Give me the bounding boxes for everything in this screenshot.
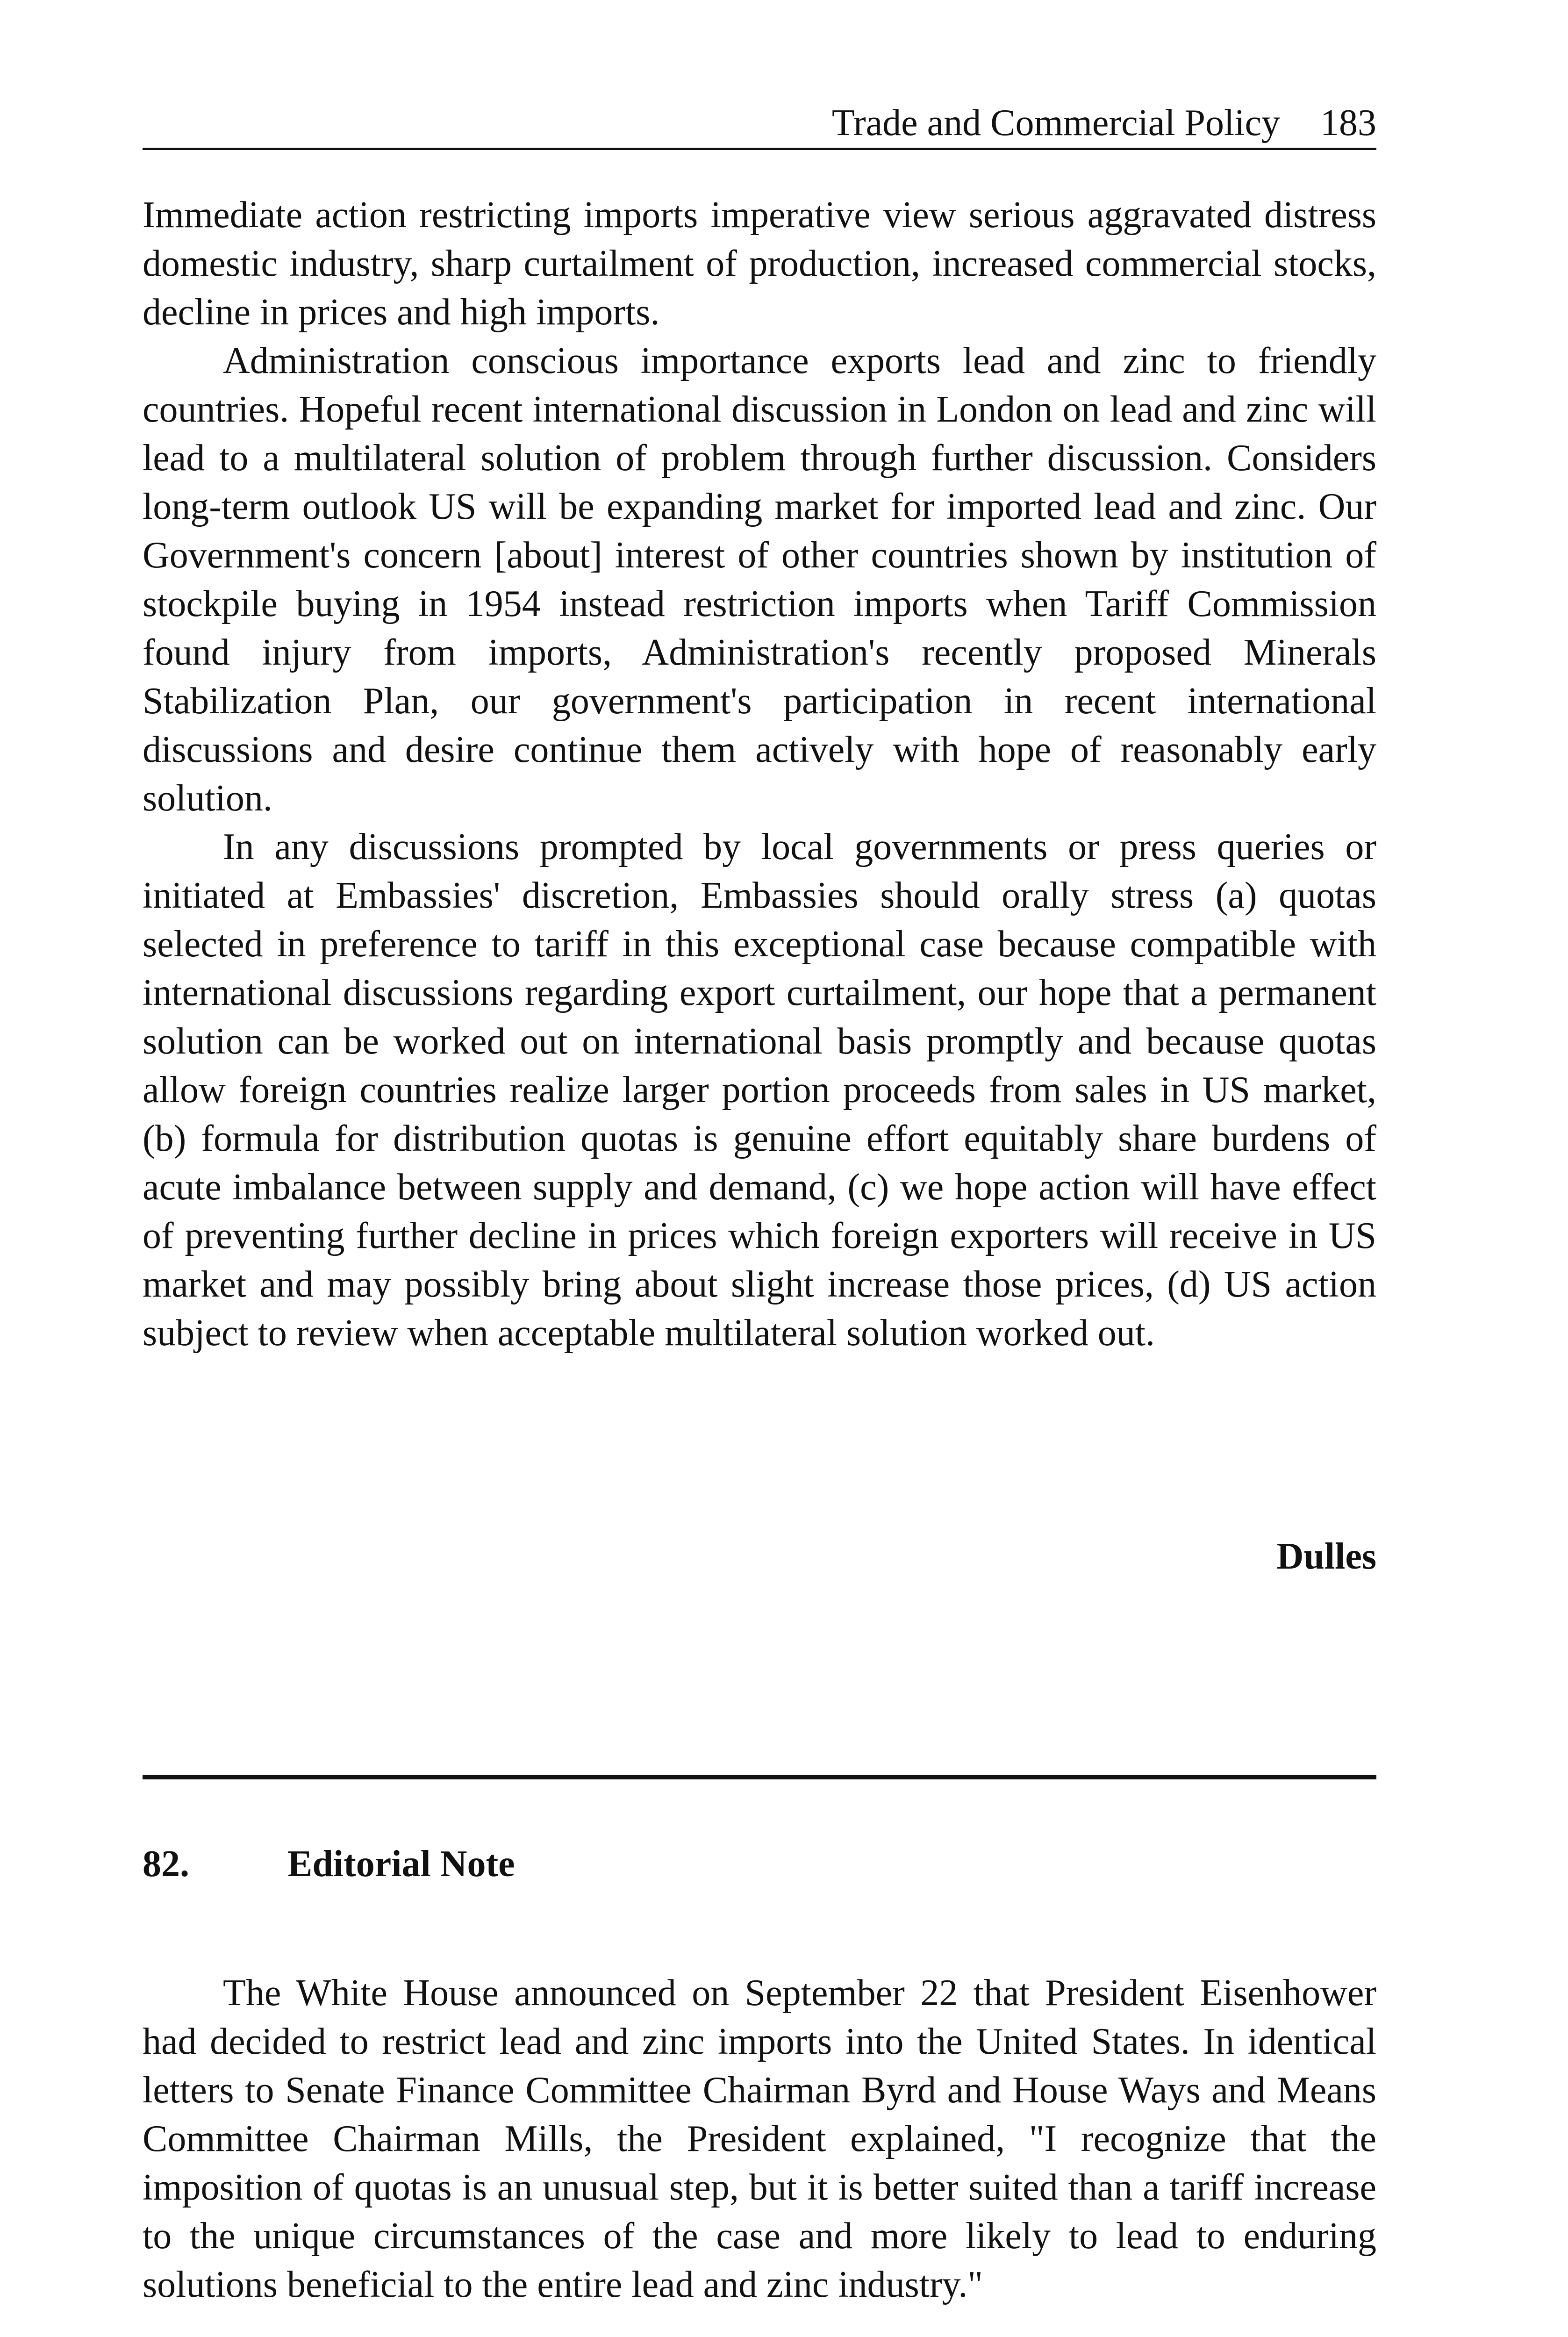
editorial-note-body <box>143 1969 1376 2309</box>
running-title: Trade and Commercial Policy <box>831 102 1280 143</box>
page-number: 183 <box>1320 102 1376 143</box>
telegram-paragraph-3: In any discussions prompted by local governments or press queries or initiated at Embassies' discretion, Embassies should orally stress (a) quotas selected in preference to tariff in this exceptional case because compatible with international discussions regarding export curtailment, our hope that a permanent solution can be worked out on international basis promptly and because quotas allow foreign countries realize larger portion proceeds from sales in US market, (b) formula for distribution quotas is genuine effort equitably share burdens of acute imbalance between supply and demand, (c) we hope action will have effect of preventing further decline in prices which foreign exporters will receive in US market and may possibly bring about slight increase those prices, (d) US action subject to review when acceptable multilateral solution worked out. <box>143 826 1376 1354</box>
section-heading <box>143 1840 515 1888</box>
header-rule <box>143 148 1376 150</box>
editorial-paragraph: The White House announced on September 22 that President Eisenhower had decided to restrict lead and zinc imports into the United States. In identical letters to Senate Finance Committee Chairman Byrd and House Ways and Means Committee Chairman Mills, the President explained, "I recognize that the imposition of quotas is an unusual step, but it is better suited than a tariff increase to the unique circumstances of the case and more likely to lead to enduring solutions beneficial to the entire lead and zinc industry." <box>143 1972 1376 2305</box>
signature: Dulles <box>1276 1536 1376 1577</box>
document-number: 82. <box>143 1843 189 1885</box>
running-head <box>832 100 1376 146</box>
telegram-body <box>143 191 1376 1357</box>
section-divider <box>143 1775 1376 1779</box>
page-header <box>143 100 1376 150</box>
telegram-paragraph-2: Administration conscious importance exports lead and zinc to friendly countries. Hopeful recent international discussion in London on lead and zinc will lead to a multilateral solution of problem through further discussion. Considers long-term outlook US will be expanding market for imported lead and zinc. Our Government's concern [about] interest of other countries shown by institution of stockpile buying in 1954 instead restriction imports when Tariff Commission found injury from imports, Administration's recently proposed Minerals Stabilization Plan, our government's participation in recent international discussions and desire continue them actively with hope of reasonably early solution. <box>143 340 1376 819</box>
section-title: Editorial Note <box>287 1843 515 1885</box>
telegram-paragraph-1: Immediate action restricting imports imperative view serious aggravated distress domestic industry, sharp curtailment of production, increased commercial stocks, decline in prices and high imports. <box>143 194 1376 333</box>
